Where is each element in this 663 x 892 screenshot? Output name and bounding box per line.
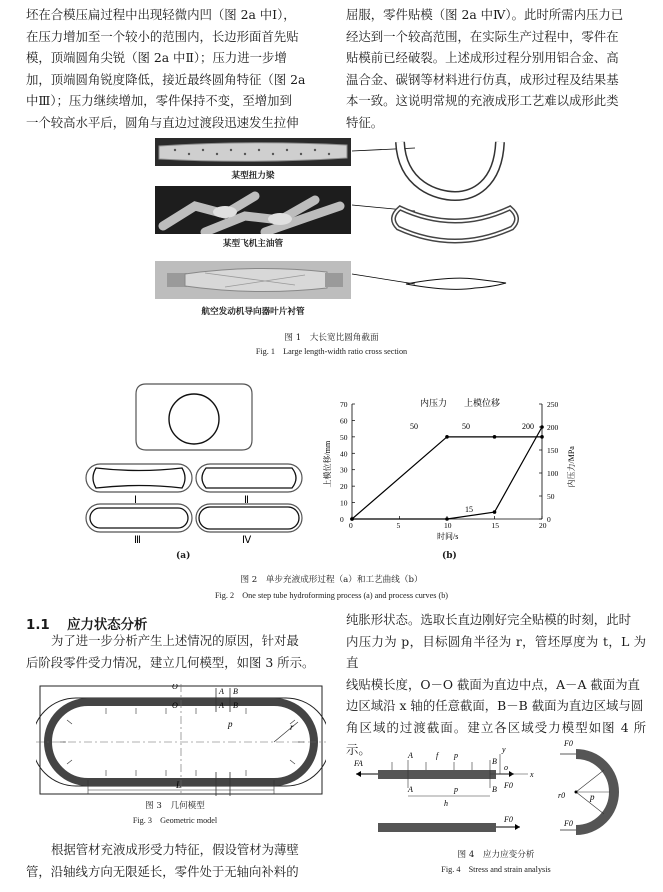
- label-A-2: A: [408, 785, 413, 794]
- figure-2-caption-cn: 图 2 单步充液成形过程（a）和工艺曲线（b）: [240, 575, 423, 585]
- legend-upper-die: 上模位移: [464, 398, 501, 408]
- paragraph-line: 线贴模长度，O－O 截面为直边中点，A－A 截面为直: [346, 676, 640, 692]
- x-axis-label: 时间/s: [437, 532, 459, 541]
- annotation-50-left: 50: [410, 422, 418, 431]
- label-p-arc: p: [590, 792, 595, 802]
- label-B-bottom: B: [233, 701, 238, 710]
- stage-label-2: Ⅱ: [244, 495, 249, 506]
- data-point: [350, 517, 354, 521]
- y-right-tick-label: 250: [547, 400, 559, 409]
- paragraph-line: 贴模前已经破裂。上述成形过程分别用铝合金、高: [346, 50, 619, 66]
- y-axis-label-right: 内压力/MPa: [567, 446, 576, 488]
- paragraph-line: 角区域的过渡截面。建立各区域受力模型如图 4 所示。: [346, 719, 646, 757]
- paragraph-line: 加，顶端圆角锐度降低，接近最终圆角特征（图 2a: [26, 71, 306, 87]
- label-O-bottom: O: [172, 701, 178, 710]
- figure-4-caption-en: Fig. 4 Stress and strain analysis: [441, 865, 551, 874]
- y-right-tick-label: 200: [547, 423, 559, 432]
- stage-label-1: Ⅰ: [134, 495, 137, 506]
- annotation-15: 15: [465, 505, 473, 514]
- annotation-50-right: 50: [462, 422, 470, 431]
- data-point: [493, 510, 497, 514]
- paragraph-line: 特征。: [346, 114, 384, 130]
- label-x: x: [530, 770, 534, 779]
- x-tick-label: 20: [539, 521, 547, 530]
- top-left-column: [26, 4, 326, 134]
- data-point: [493, 435, 497, 439]
- paragraph-line: 为了进一步分析产生上述情况的原因，针对最: [51, 633, 299, 648]
- figure-2-caption-en: Fig. 2 One step tube hydroforming process (a) and process curves (b): [214, 591, 449, 600]
- figure-3-caption-en: Fig. 3 Geometric model: [132, 816, 218, 825]
- data-point: [540, 425, 544, 429]
- y-left-tick-label: 40: [340, 449, 348, 459]
- figure-4-stress-analysis: [350, 730, 648, 838]
- data-point: [445, 517, 449, 521]
- series-line: [352, 427, 542, 519]
- label-r0: r0: [558, 791, 566, 800]
- x-tick-label: 15: [491, 521, 499, 530]
- label-y: y: [502, 745, 506, 754]
- annotation-200: 200: [522, 422, 534, 431]
- chart-ticks: [340, 400, 559, 530]
- paragraph-line: 边区域沿 x 轴的任意截面，B－B 截面为直边区域与圆: [346, 698, 644, 714]
- figure-1-cross-sections: [300, 136, 540, 316]
- label-f: f: [436, 751, 439, 760]
- y-left-tick-label: 50: [340, 432, 348, 442]
- paragraph-line: 在压力增加至一个较小的范围内，长边形面首先贴: [26, 28, 299, 44]
- bottom-left-column: [26, 839, 324, 882]
- y-right-tick-label: 0: [547, 515, 551, 524]
- label-p-2: p: [454, 785, 458, 794]
- y-left-tick-label: 70: [340, 400, 348, 409]
- paragraph-line: 坯在合模压扁过程中出现轻微内凹（图 2a 中Ⅰ），: [26, 7, 296, 22]
- label-L: L: [176, 780, 182, 790]
- x-tick-label: 10: [444, 521, 452, 530]
- paragraph-line: 本一致。这说明常规的充液成形工艺难以成形此类: [346, 93, 619, 109]
- chart-series: [350, 425, 544, 521]
- paragraph-line: 根据管材充液成形受力特征，假设管材为薄壁: [51, 842, 299, 857]
- x-tick-label: 0: [349, 521, 353, 530]
- stage-label-4: Ⅳ: [242, 535, 252, 546]
- label-F0-bar: F0: [504, 815, 513, 824]
- x-tick-label: 5: [396, 521, 401, 530]
- photo-label-vane-liner: 航空发动机导向器叶片衬管: [201, 307, 305, 317]
- y-left-tick-label: 10: [340, 498, 348, 508]
- label-r: r: [290, 722, 294, 732]
- paragraph-line: 屈服，零件贴模（图 2a 中Ⅳ）。此时所需内压力已: [346, 7, 624, 22]
- label-F0-mid: F0: [504, 781, 513, 790]
- y-left-tick-label: 0: [340, 515, 344, 524]
- label-F0-arc-bottom: F0: [564, 819, 573, 828]
- paragraph-line: 纯胀形状态。选取长直边刚好完全贴模的时刻，此时: [346, 612, 631, 627]
- label-p: p: [228, 719, 233, 729]
- figure-3-geometric-model: [36, 684, 326, 796]
- y-left-tick-label: 20: [340, 482, 348, 492]
- figure-1-caption-cn: 图 1 大长宽比圆角截面: [284, 333, 379, 343]
- label-B-2: B: [492, 785, 497, 794]
- figure-2b-label: (b): [442, 551, 457, 561]
- y-right-tick-label: 150: [547, 446, 559, 455]
- data-point: [540, 435, 544, 439]
- label-o: o: [504, 763, 508, 772]
- figure-2a-label: (a): [176, 551, 191, 561]
- label-p-1: p: [454, 751, 458, 760]
- paragraph-line: 管，沿轴线方向无限延长，零件处于无轴向补料的: [26, 863, 299, 879]
- label-h: h: [444, 799, 448, 808]
- top-right-column: [346, 4, 646, 134]
- photo-label-torsion-beam: 某型扭力梁: [231, 171, 275, 181]
- stage-label-3: Ⅲ: [134, 535, 141, 546]
- paragraph-line: 经达到一个较高范围，在实际生产过程中，零件在: [346, 28, 619, 44]
- section-title: 应力状态分析: [67, 618, 148, 633]
- figure-3-caption-cn: 图 3 几何模型: [145, 801, 205, 811]
- legend-internal-pressure: 内压力: [420, 398, 448, 408]
- label-A-top: A: [219, 687, 224, 696]
- label-F0-arc-top: F0: [564, 739, 573, 748]
- left-body-column: [26, 630, 324, 673]
- paragraph-line: 模，顶端圆角尖锐（图 2a 中Ⅱ）；压力进一步增: [26, 50, 287, 66]
- chart-axes: [352, 404, 542, 519]
- label-A-1: A: [408, 751, 413, 760]
- label-B-top: B: [233, 687, 238, 696]
- paragraph-line: 中Ⅲ）；压力继续增加，零件保持不变，至增加到: [26, 93, 292, 109]
- y-axis-label-left: 上模位移/mm: [323, 440, 332, 488]
- paragraph-line: 后阶段零件受力情况，建立几何模型，如图 3 所示。: [26, 654, 315, 670]
- label-FA: FA: [354, 759, 363, 768]
- y-left-tick-label: 60: [340, 416, 348, 426]
- data-point: [445, 435, 449, 439]
- section-number: 1.1: [26, 618, 50, 633]
- photo-label-oil-pipe: 某型飞机主油管: [222, 239, 284, 249]
- paragraph-line: 一个较高水平后，圆角与直边过渡段迅速发生拉伸: [26, 114, 299, 130]
- paragraph-line: 内压力为 p，目标圆角半径为 r，管坯厚度为 t，L 为直: [346, 633, 646, 671]
- figure-4-caption-cn: 图 4 应力应变分析: [457, 850, 535, 860]
- paragraph-line: 温合金、碳钢等材料进行仿真，成形过程及结果基: [346, 71, 619, 87]
- figure-2a-stages: [82, 380, 332, 560]
- figure-2b-chart: [312, 396, 592, 556]
- y-right-tick-label: 100: [547, 469, 559, 478]
- label-B-1: B: [492, 757, 497, 766]
- y-right-tick-label: 50: [547, 492, 555, 501]
- label-O-top: O: [172, 684, 178, 691]
- label-A-bottom: A: [219, 701, 224, 710]
- y-left-tick-label: 30: [340, 465, 348, 475]
- figure-1-caption-en: Fig. 1 Large length-width ratio cross section: [255, 347, 408, 356]
